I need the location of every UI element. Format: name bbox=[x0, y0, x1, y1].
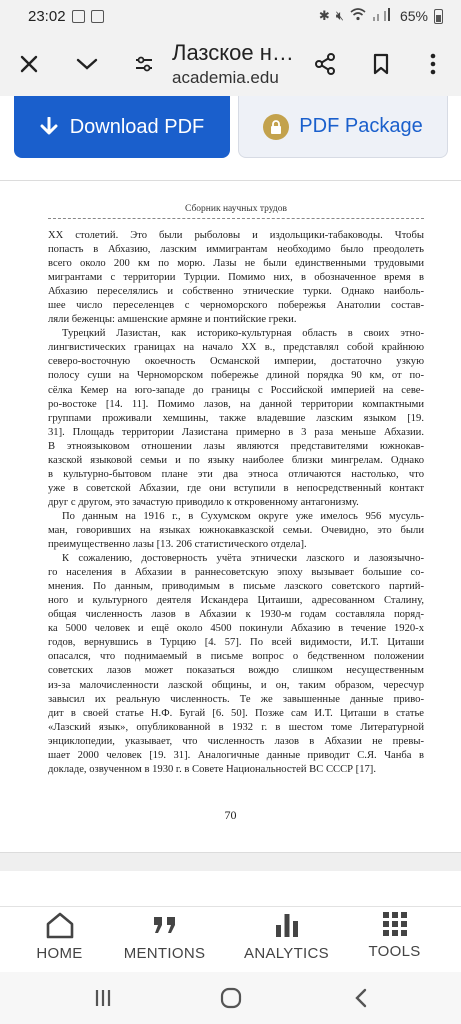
document-line: годов, вернувшись в Турцию [4. 57]. По всей видимости, И.Т. Циташи bbox=[48, 637, 424, 649]
document-line: друг с другом, это зачастую приводило к откровенному антагонизму. bbox=[48, 496, 359, 508]
page-gap bbox=[0, 852, 461, 871]
running-head-rule bbox=[48, 218, 424, 219]
gallery-notification-icon bbox=[72, 10, 85, 23]
grid-icon bbox=[382, 911, 408, 937]
page-title-block[interactable] bbox=[172, 40, 302, 88]
page-settings-icon[interactable] bbox=[127, 47, 161, 81]
document-line: докладе, озвученном в 1930 г. в Совете Национальностей ВС СССР [17]. bbox=[48, 763, 376, 775]
divider bbox=[0, 180, 461, 181]
nav-mentions[interactable] bbox=[107, 911, 222, 962]
nav-analytics[interactable] bbox=[229, 911, 344, 962]
document-line: опасался, что поднимаемый в письме вопрос о бедственном положении bbox=[48, 651, 424, 663]
page-title: Лазское н… bbox=[172, 40, 294, 65]
nav-tools-label: TOOLS bbox=[368, 943, 421, 960]
document-line: шает 2000 человек [19. 31]. Аналогичные данные приводит С.Я. Чанба в bbox=[48, 749, 424, 761]
document-line: «Лазский язык», опубликованной в 1932 г. в шестом томе Литературной bbox=[48, 721, 424, 733]
recent-apps-icon[interactable] bbox=[88, 986, 118, 1010]
notification-icons bbox=[72, 10, 104, 23]
status-bar bbox=[0, 0, 461, 34]
document-line: группами проживали хемшины, также владевшие лазским языком [19. bbox=[48, 412, 424, 424]
app-notification-icon bbox=[91, 10, 104, 23]
status-right bbox=[319, 8, 443, 24]
document-line: казской языковой семьи и по языку наиболее близки мингрелам. Однако bbox=[48, 454, 424, 466]
document-line: го населения в Абхазии в раннесоветскую эпоху вызывает большие со- bbox=[48, 567, 424, 579]
share-icon[interactable] bbox=[308, 47, 342, 81]
document-line: преимущественно лазы [13. 206 статистического отдела]. bbox=[48, 539, 307, 551]
wifi-icon bbox=[350, 8, 366, 24]
home-icon bbox=[45, 911, 75, 939]
document-line: По данным на 1916 г., в Сухумском округе уже имелось 956 мусуль- bbox=[62, 510, 424, 522]
document-line: завысил их реальную численность. Те же завышенные данные приво- bbox=[48, 693, 424, 705]
close-icon[interactable] bbox=[12, 47, 46, 81]
document-line: северо-восточную окоечность Османской империи, достаточно узкую bbox=[48, 356, 424, 368]
back-icon[interactable] bbox=[346, 986, 376, 1010]
download-pdf-button[interactable] bbox=[14, 96, 230, 158]
bar-chart-icon bbox=[274, 911, 300, 939]
document-line: общая численность лазов в Абхазии к 1930-м годам составляла поряд- bbox=[48, 609, 424, 621]
browser-toolbar bbox=[0, 34, 461, 96]
mute-icon: 🔇︎ bbox=[335, 8, 344, 23]
document-line: мигрантами с территории Турции. Помимо них, в обозначенное время в bbox=[48, 272, 424, 284]
document-line: Турецкий Лазистан, как историко-культурная область в своих этно- bbox=[62, 328, 424, 340]
document-line: уже в советской Абхазии, где они вступили в непосредственный контакт bbox=[48, 482, 424, 494]
battery-icon bbox=[434, 9, 443, 24]
document-body bbox=[48, 229, 424, 777]
document-line: ман, говоривших на языках южнокавказской семьи. Очевидно, это были bbox=[48, 524, 424, 536]
document-line: XX столетий. Это были рыболовы и издольщики-табаководы. Чтобы bbox=[48, 230, 424, 241]
document-line: попасть в Абхазию, лазским иммигрантам необходимо было преодолеть bbox=[48, 244, 424, 256]
quote-icon bbox=[151, 911, 179, 939]
home-button-icon[interactable] bbox=[216, 986, 246, 1010]
page-url: academia.edu bbox=[172, 68, 279, 87]
document-line: лингвистических границах на начало XX в., представлял собой крайнюю bbox=[48, 342, 424, 354]
battery-percent: 65% bbox=[399, 8, 428, 24]
document-line: В этноязыковом отношении лазы являются представителями южнокав- bbox=[48, 440, 424, 452]
bookmark-icon[interactable] bbox=[364, 47, 398, 81]
document-line: в культурно-бытовом плане эти два этноса отличаются настолько, что bbox=[48, 468, 424, 480]
document-line: К сожалению, достоверность учёта этнически лазского и лазоязычно- bbox=[62, 553, 424, 565]
nav-home-label: HOME bbox=[36, 945, 83, 962]
document-page bbox=[0, 182, 461, 850]
nav-analytics-label: ANALYTICS bbox=[244, 945, 329, 962]
document-line: полосу суши на Черноморском побережье длиной порядка 90 км, от по- bbox=[48, 370, 424, 382]
action-row bbox=[0, 96, 461, 180]
status-time: 23:02 bbox=[28, 8, 66, 25]
lock-icon bbox=[263, 114, 289, 140]
document-line: Абхазию переселялись и собственно этнические турки. Однако наиболь- bbox=[48, 286, 424, 298]
document-line: из-за малочисленности лазской общины, и он, таким образом, чересчур bbox=[48, 679, 424, 691]
nav-mentions-label: MENTIONS bbox=[123, 945, 206, 962]
document-line: ляли беженцы: амшенские армяне и понтийские греки. bbox=[48, 314, 297, 326]
nav-home[interactable] bbox=[2, 911, 117, 962]
system-nav bbox=[0, 972, 461, 1024]
document-line: 31]. Площадь территории Лазистана примерно в 3 раза меньше Абхазии. bbox=[48, 426, 424, 438]
document-line: шее число переселенцев с черноморского побережья Анатолии состав- bbox=[48, 300, 424, 312]
document-line: мнения. По данным, приводимым в письме лазского советского партий- bbox=[48, 581, 424, 593]
document-line: ного и культурного деятеля Искандера Цитаиши, адресованном Сталину, bbox=[48, 595, 424, 607]
bluetooth-icon: ✱ bbox=[318, 8, 330, 23]
document-line: всего около 200 км по морю. Лазы не были единственными трудовыми bbox=[48, 258, 424, 270]
document-line: энциклопедии, указывает, что численность лазов в Абхазии не превы- bbox=[48, 735, 424, 747]
document-line: ро-востоке [14. 11]. Помимо лазов, на данной территории компактными bbox=[48, 398, 424, 410]
document-line: дит в своей статье Н.Ф. Бугай [6. 50]. Позже сам И.Т. Циташи в статье bbox=[48, 707, 424, 719]
nav-tools[interactable] bbox=[337, 911, 452, 960]
signal-icon bbox=[372, 8, 394, 24]
running-head: Сборник научных трудов bbox=[185, 204, 287, 214]
download-arrow-icon bbox=[40, 117, 58, 137]
more-vert-icon[interactable] bbox=[416, 47, 450, 81]
chevron-down-icon[interactable] bbox=[70, 47, 104, 81]
document-line: сёлка Кемер на юго-западе до границы с Российской империей на севе- bbox=[48, 384, 424, 396]
bottom-nav bbox=[0, 906, 461, 973]
document-line: ка 5000 человек и ещё около 4500 покинули Абхазию в течение 1920-х bbox=[48, 623, 424, 635]
page-number: 70 bbox=[224, 808, 237, 822]
pdf-package-button[interactable] bbox=[238, 96, 448, 158]
pdf-package-label: PDF Package bbox=[299, 115, 423, 137]
download-pdf-label: Download PDF bbox=[69, 115, 205, 138]
document-line: советских лазов может показаться вождю слишком несущественным bbox=[48, 665, 424, 677]
